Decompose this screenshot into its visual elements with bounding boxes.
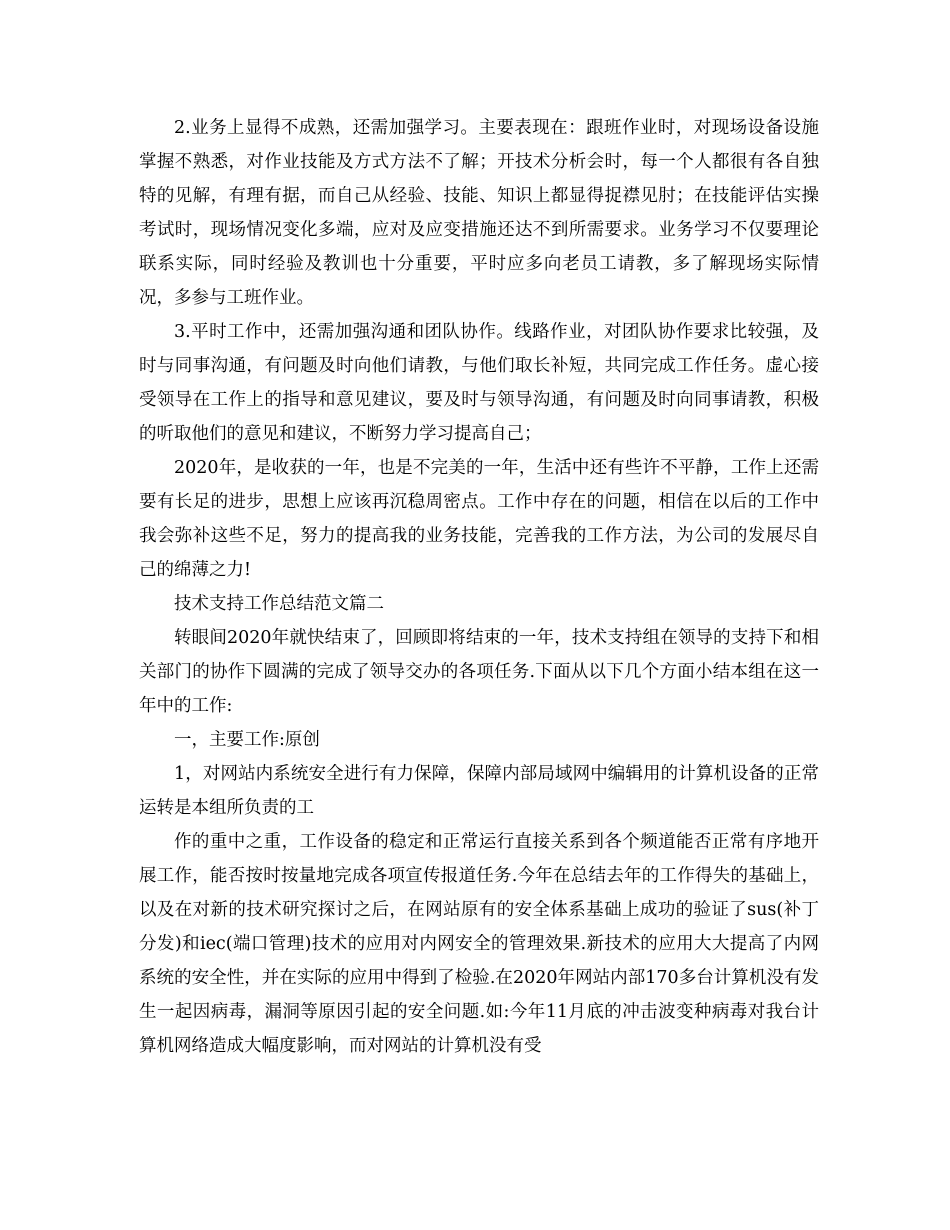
paragraph-item-one-continued: 作的重中之重，工作设备的稳定和正常运行直接关系到各个频道能否正常有序地开展工作，能否按时按量地完成各项宣传报道任务.今年在总结去年的工作得失的基础上，以及在对新的技术研究探讨之后，在网站原有的安全体系基础上成功的验证了sus(补丁分发)和iec(端口管理)技术的应用对内网安全的管理效果.新技术的应用大大提高了内网系统的安全性，并在实际的应用中得到了检验.在2020年网站内部170多台计算机没有发生一起因病毒，漏洞等原因引起的安全问题.如:今年11月底的冲击波变种病毒对我台计算机网络造成大幅度影响，而对网站的计算机没有受: [139, 832, 819, 1056]
paragraph-teamwork: 3.平时工作中，还需加强沟通和团队协作。线路作业，对团队协作要求比较强，及时与同事沟通，有问题及时向他们请教，与他们取长补短，共同完成工作任务。虚心接受领导在工作上的指导和意见建议，要及时与领导沟通，有问题及时向同事请教，积极的听取他们的意见和建议，不断努力学习提高自己；: [139, 322, 819, 444]
paragraph-intro-part-two: 转眼间2020年就快结束了，回顾即将结束的一年，技术支持组在领导的支持下和相关部门的协作下圆满的完成了领导交办的各项任务.下面从以下几个方面小结本组在这一年中的工作:: [139, 628, 819, 716]
subheading-main-work: 一，主要工作:原创: [174, 730, 320, 750]
section-heading-part-two: 技术支持工作总结范文篇二: [174, 594, 384, 614]
paragraph-business-skills: 2.业务上显得不成熟，还需加强学习。主要表现在：跟班作业时，对现场设备设施掌握不熟悉，对作业技能及方式方法不了解；开技术分析会时，每一个人都很有各自独特的见解，有理有据，而自己从经验、技能、知识上都显得捉襟见肘；在技能评估实操考试时，现场情况变化多端，应对及应变措施还达不到所需要求。业务学习不仅要理论联系实际，同时经验及教训也十分重要，平时应多向老员工请教，多了解现场实际情况，多参与工班作业。: [139, 118, 819, 308]
paragraph-year-summary: 2020年，是收获的一年，也是不完美的一年，生活中还有些许不平静，工作上还需要有长足的进步，思想上应该再沉稳周密点。工作中存在的问题，相信在以后的工作中我会弥补这些不足，努力的提高我的业务技能，完善我的工作方法，为公司的发展尽自己的绵薄之力!: [139, 458, 819, 580]
document-page: [139, 111, 819, 1063]
paragraph-item-one: 1，对网站内系统安全进行有力保障，保障内部局域网中编辑用的计算机设备的正常运转是本组所负责的工: [139, 764, 819, 818]
